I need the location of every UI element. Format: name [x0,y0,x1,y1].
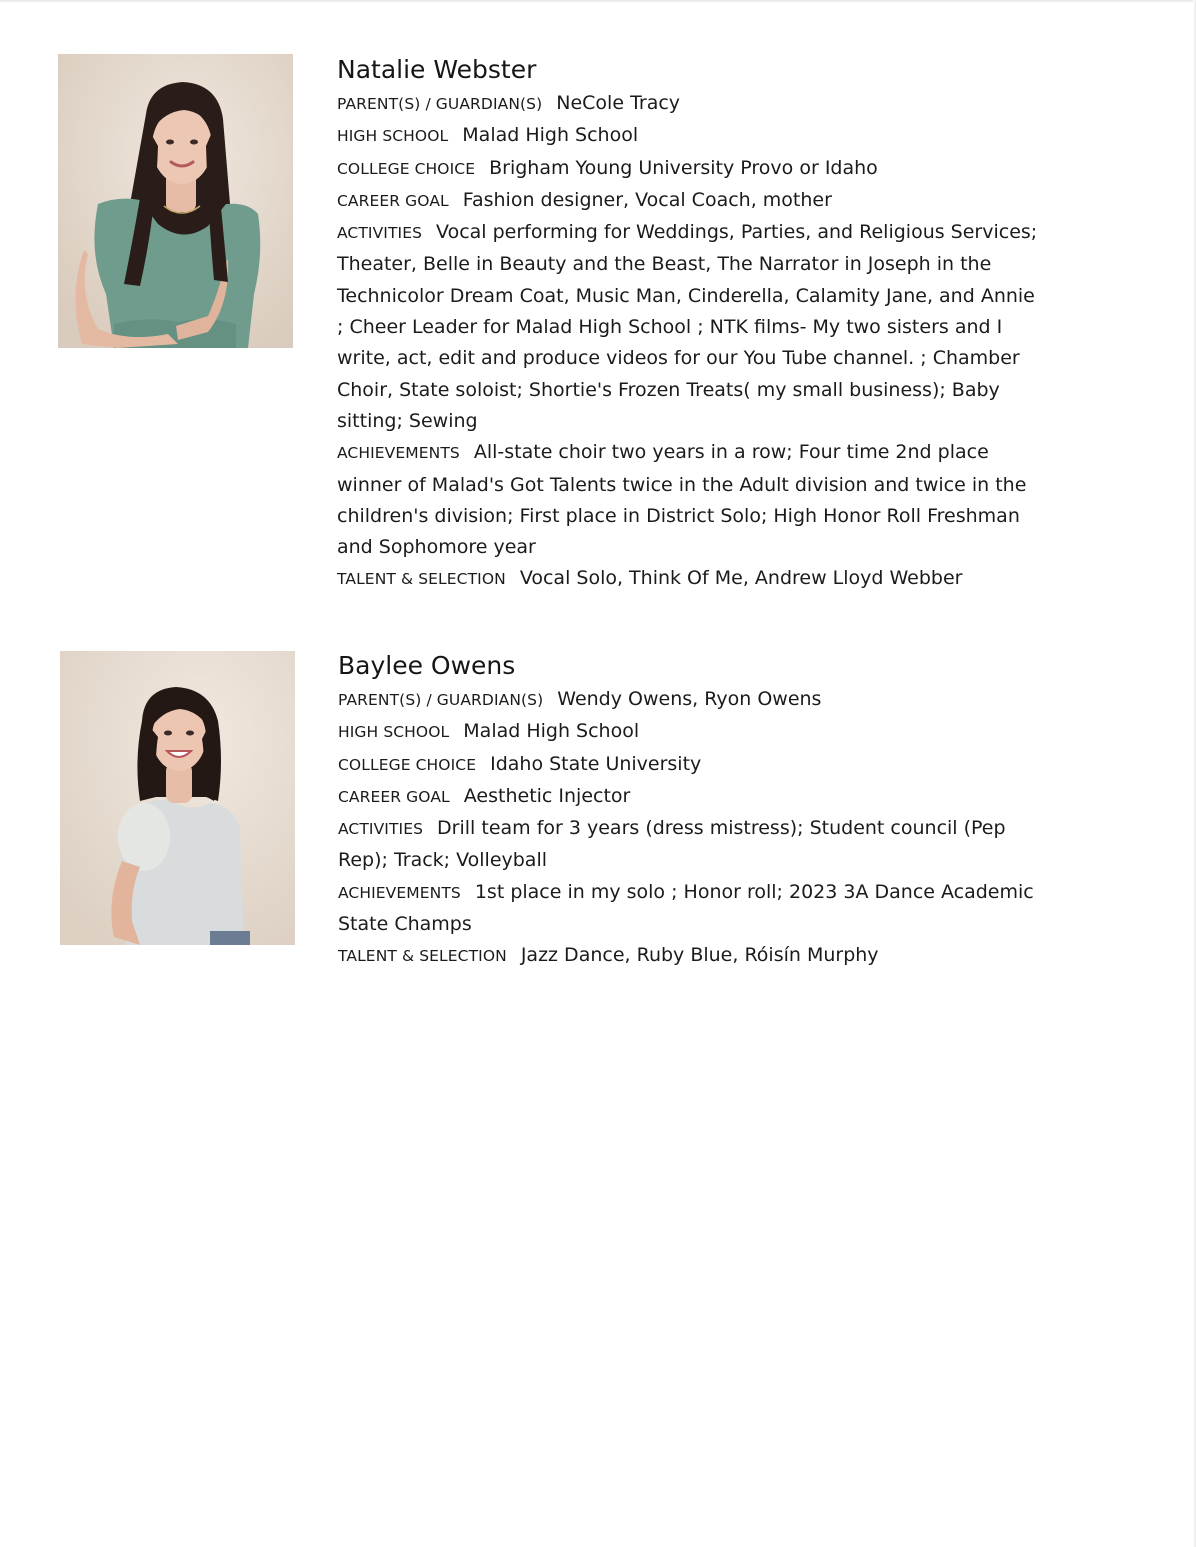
field-label: ACTIVITIES [337,224,423,243]
field-value: Fashion designer, Vocal Coach, mother [462,188,832,211]
field-label: ACTIVITIES [338,820,424,839]
field-value: Brigham Young University Provo or Idaho [489,156,878,179]
profile-details [337,54,1047,596]
field-college-choice [338,749,1048,781]
field-value: Aesthetic Injector [463,784,631,807]
field-label: PARENT(S) / GUARDIAN(S) [337,95,543,113]
field-talent-selection [337,563,1047,595]
field-activities [337,217,1047,437]
contestant-name: Baylee Owens [338,651,516,680]
field-talent-selection [338,940,1048,972]
profile-photo [60,651,295,945]
field-career-goal [337,185,1047,217]
field-label: ACHIEVEMENTS [337,444,460,463]
field-value: Wendy Owens, Ryon Owens [557,688,822,710]
profile-photo [58,54,293,348]
field-label: CAREER GOAL [338,787,450,806]
field-value: All-state choir two years in a row; Four time 2nd place winner of Malad's Got Talents twice in the Adult division and twice in the children's division; First place in District Solo; High Honor Roll Freshman and Sophomore year [337,441,1027,559]
field-parents [338,684,1048,716]
field-achievements [338,877,1048,941]
field-achievements [337,437,1047,563]
page-edge-shadow [0,0,1196,3]
field-value: 1st place in my solo ; Honor roll; 2023 3A Dance Academic State Champs [338,880,1034,936]
field-label: CAREER GOAL [337,191,449,210]
field-value: Drill team for 3 years (dress mistress); Student council (Pep Rep); Track; Volleyball [338,817,1006,872]
field-label: TALENT & SELECTION [337,570,506,589]
field-label: HIGH SCHOOL [337,127,449,146]
field-high-school [338,716,1048,748]
field-activities [338,813,1048,877]
field-value: Jazz Dance, Ruby Blue, Róisín Murphy [520,944,879,967]
field-high-school [337,120,1047,152]
field-value: Malad High School [462,124,639,147]
field-label: HIGH SCHOOL [338,723,450,742]
field-career-goal [338,781,1048,813]
field-label: ACHIEVEMENTS [338,883,461,902]
field-label: PARENT(S) / GUARDIAN(S) [338,691,544,709]
field-college-choice [337,153,1047,185]
field-parents [337,88,1047,120]
contestant-name: Natalie Webster [337,55,537,84]
field-value: NeCole Tracy [556,92,681,114]
field-label: TALENT & SELECTION [338,947,507,966]
field-label: COLLEGE CHOICE [337,159,476,178]
profile-details [338,650,1048,973]
field-value: Malad High School [463,720,640,743]
field-value: Vocal Solo, Think Of Me, Andrew Lloyd Webber [519,567,963,590]
field-value: Vocal performing for Weddings, Parties, and Religious Services; Theater, Belle in Beauty and the Beast, The Narrator in Joseph in the Technicolor Dream Coat, Music Man, Cinderella, Calamity Jane, and Annie ; Cheer Leader for Malad High School ; NTK films- My two sisters and I write, act, edit and produce videos for our You Tube channel. ; Chamber Choir, State soloist; Shortie's Frozen Treats( my small business); Baby sitting; Sewing [337,221,1038,432]
field-value: Idaho State University [490,752,702,775]
field-label: COLLEGE CHOICE [338,755,477,774]
